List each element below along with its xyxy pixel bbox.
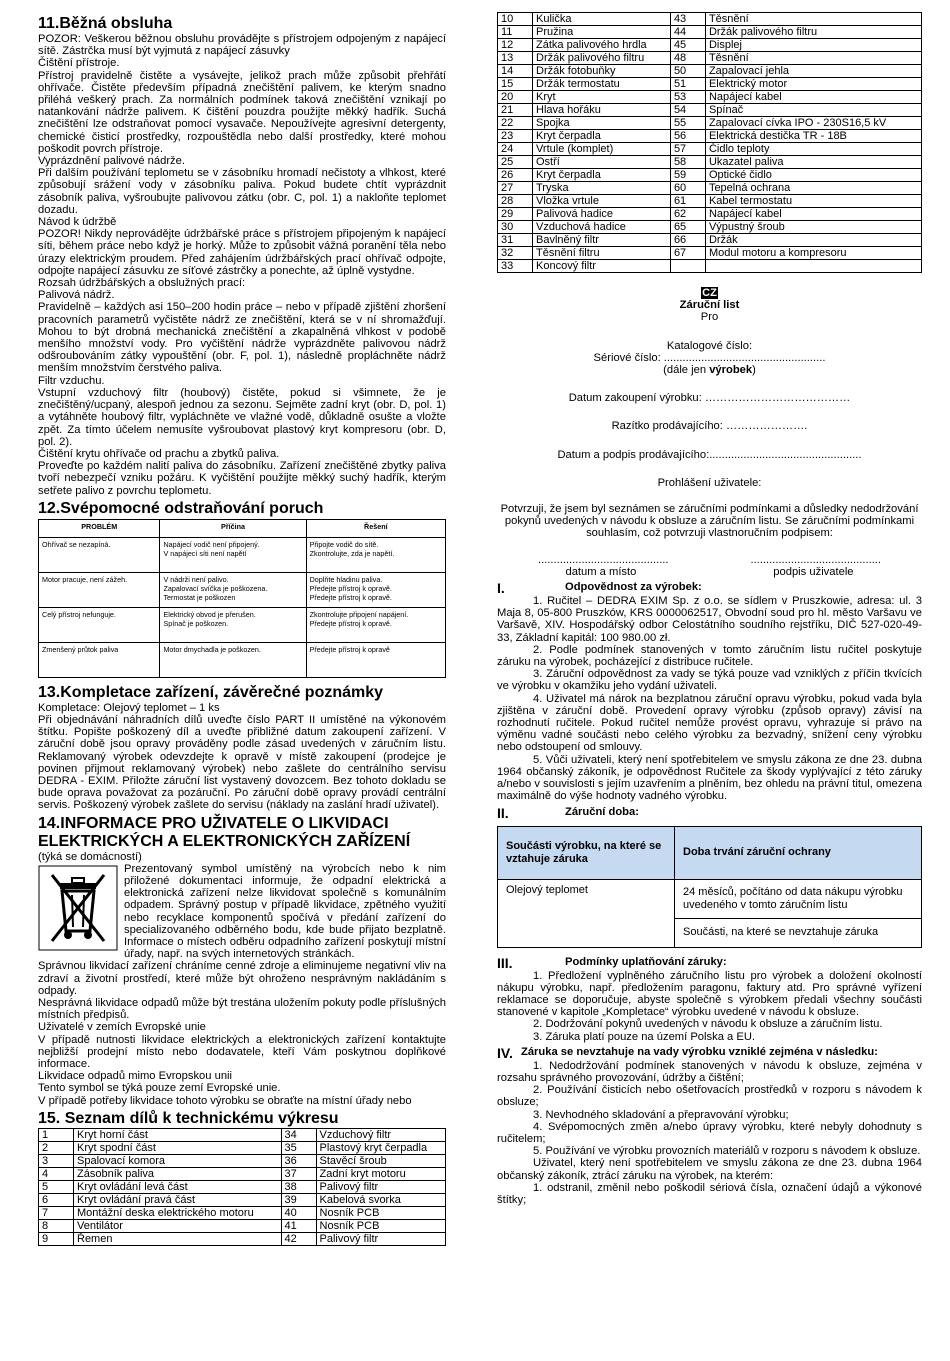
part-number: 30 [498, 221, 533, 234]
part-name: Držák palivového filtru [705, 26, 921, 39]
col-header: Příčina [160, 519, 306, 537]
table-header: Doba trvání záruční ochrany [675, 826, 922, 879]
part-number: 43 [670, 13, 705, 26]
part-name: Montážní deska elektrického motoru [74, 1206, 282, 1219]
paragraph: Nesprávná likvidace odpadů může být trestána uložením pokuty podle příslušných místních předpisů. [38, 996, 446, 1022]
part-number: 1 [39, 1128, 74, 1141]
section-15-title: 15. Seznam dílů k technickému výkresu [38, 1109, 339, 1127]
part-name: Těsnění [705, 13, 921, 26]
part-number: 26 [498, 169, 533, 182]
table-cell: Olejový teplomet [498, 879, 675, 947]
serial-number: Sériové číslo: .................................................... [593, 351, 826, 364]
list-item: 1. Předložení vyplněného záručního listu pro výrobek a doložení okolností nákupu výrobku, např. předložením paragonu, faktury atd. Pro správné vyřízení reklamace se doporučuje, abyste společně s výrobkem předali všechny součásti stanovené v kapitole „Kompletace“ výrobku uvedené v návodu k obsluze. [497, 969, 922, 1019]
list-item: 2. Podle podmínek stanovených v tomto záručním listu ručitel poskytuje záruku na výrobek, pocházející z distribuce ručitele. [497, 643, 922, 669]
list-item: 1. Ručitel – DEDRA EXIM Sp. z o.o. se sídlem v Pruszkowie, adresa: ul. 3 Maja 8, 05-800 Pruszków, KRS 0000062517, Obvodní soud pro hl. město Varšavu ve Varšavě, XIV. Hospodářský odbor Celostátního soudního rejstříku, DIČ 527-020-49-33, Základní kapitál: 100 980.00 zł. [497, 595, 922, 644]
table-row [498, 143, 922, 156]
part-number: 45 [670, 39, 705, 52]
part-name: Ventilátor [74, 1219, 282, 1232]
paragraph: Při dalším používání teplometu se v zásobníku hromadí nečistoty a vlhkost, které způsobují srážení vody v zásobníku paliva. Pokud budete chtít vyprázdnit zásobník paliva, vyšroubujte palivovou zátku (obr. C, pol. 1) a nakloňte teplomet dozadu. [38, 167, 446, 216]
catalog-number: Katalogové číslo: [666, 339, 753, 352]
serial-note: (dále jen výrobek) [663, 364, 756, 377]
table-row [498, 156, 922, 169]
part-name: Hlava hořáku [533, 104, 671, 117]
part-number: 54 [670, 104, 705, 117]
part-name: Držák termostatu [533, 78, 671, 91]
part-name: Zapalovací cívka IPO - 230S16,5 kV [705, 117, 921, 130]
list-item: 1. Nedodržování podmínek stanovených v návodu k obsluze, zejména v rozsahu správného provozování, údržby a čištění; [497, 1059, 922, 1084]
part-number: 29 [498, 208, 533, 221]
part-number: 27 [498, 182, 533, 195]
list-item: 4. Uživatel má nárok na bezplatnou záruční opravu výrobku, pokud vada byla zjištěna v záruční době. Provedení opravy výrobku (způsob opravy) závisí na rozhodnutí ručitele. Pokud ručitel nemůže provést opravu, vyhrazuje si právo na výměnu vadné součásti nebo celého výrobku za bezvadný, snížení ceny výrobku nebo odstoupení od smlouvy. [497, 692, 922, 754]
col-header: Řešení [306, 519, 445, 537]
part-number: 62 [670, 208, 705, 221]
part-number: 4 [39, 1167, 74, 1180]
part-name: Kryt [533, 91, 671, 104]
part-name: Držák fotobuňky [533, 65, 671, 78]
part-name: Kryt čerpadla [533, 169, 671, 182]
section-14-title: 14.INFORMACE PRO UŽIVATELE O LIKVIDACI ELEKTRICKÝCH A ELEKTRONICKÝCH ZAŘÍZENÍ [38, 814, 411, 850]
part-number: 50 [670, 65, 705, 78]
paragraph: Tento symbol se týká pouze zemí Evropské unie. [38, 1082, 281, 1095]
table-cell: Součásti, na které se nevztahuje záruka [675, 918, 922, 947]
part-number: 20 [498, 91, 533, 104]
table-cell: Motor dmychadla je poškozen. [160, 642, 306, 677]
part-number: 12 [498, 39, 533, 52]
part-number: 41 [281, 1219, 316, 1232]
part-name: Napájecí kabel [705, 91, 921, 104]
subheading: Uživatelé v zemích Evropské unie [38, 1021, 206, 1034]
subheading: Čištění přístroje. [38, 57, 120, 70]
part-name: Palivová hadice [533, 208, 671, 221]
list-item: 2. Dodržování pokynů uvedených v návodu k obsluze a záručním listu. [533, 1018, 883, 1031]
part-number: 32 [498, 247, 533, 260]
part-name: Zadní kryt motoru [316, 1167, 445, 1180]
table-cell: Elektrický obvod je přerušen. Spínač je poškozen. [160, 607, 306, 642]
part-number: 65 [670, 221, 705, 234]
right-column [497, 12, 922, 1206]
parts-table-left [38, 1128, 446, 1246]
part-number: 53 [670, 91, 705, 104]
part-number [670, 260, 705, 273]
part-name: Plastový kryt čerpadla [316, 1141, 445, 1154]
part-name: Zapalovací jehla [705, 65, 921, 78]
section-title: Záruční doba: [565, 805, 639, 818]
section-title: Záruka se nevztahuje na vady výrobku vzniklé zejména v následku: [521, 1045, 878, 1058]
seller-stamp: Razítko prodávajícího: …………………. [611, 420, 808, 433]
part-number: 15 [498, 78, 533, 91]
seller-signature: Datum a podpis prodávajícího:................................................. [557, 448, 862, 461]
part-number: 3 [39, 1154, 74, 1167]
table-cell: V nádrži není palivo. Zapalovací svíčka je poškozena. Termostat je poškozen [160, 572, 306, 607]
part-name: Výpustný šroub [705, 221, 921, 234]
list-item: 3. Nevhodného skladování a přepravování výrobku; [533, 1108, 789, 1121]
part-number: 8 [39, 1219, 74, 1232]
part-number: 28 [498, 195, 533, 208]
table-row [39, 1206, 446, 1219]
part-name: Kryt horní část [74, 1128, 282, 1141]
table-cell: Připojte vodič do sítě. Zkontrolujte, zda je napětí. [306, 537, 445, 572]
part-number: 24 [498, 143, 533, 156]
list-item: 3. Záruční odpovědnost za vady se týká pouze vad vzniklých z příčin tkvících ve výrobku v okamžiku jeho vydání uživateli. [497, 668, 922, 693]
part-number: 42 [281, 1232, 316, 1245]
table-row [39, 642, 446, 677]
table-row [498, 169, 922, 182]
troubleshooting-table [38, 519, 446, 678]
table-cell: Ohřívač se nezapíná. [39, 537, 160, 572]
table-row [498, 195, 922, 208]
part-name: Zátka palivového hrdla [533, 39, 671, 52]
table-row [39, 1219, 446, 1232]
paragraph: Vstupní vzduchový filtr (houbový) čistěte, pokud si všimnete, že je znečištěný/ucpaný, alespoň jednou za sezonu. Sejměte zadní kryt (obr. D, pol. 1) a vytáhněte houbový filtr, vypláchněte ve vlažné vodě, důkladně osušte a vložte zpět. Za tímto účelem nemusíte vyšroubovat plastový kryt kompresoru (obr. D, pol. 2). [38, 386, 446, 448]
part-name: Optické čidlo [705, 169, 921, 182]
table-row [498, 247, 922, 260]
list-item: 5. Vůči uživateli, který není spotřebitelem ve smyslu zákona ze dne 23. dubna 1964 občanský zákoník, je odpovědnost Ručitele za škody vyplývající z této záruky a/nebo v souvislosti s jejím uzavřením a plněním, bez ohledu na právní titul, omezena maximálně do výše hodnoty vadného výrobku. [497, 753, 922, 803]
part-number: 11 [498, 26, 533, 39]
table-cell: Zkontrolujte připojení napájení. Předejte přístroj k opravě. [306, 607, 445, 642]
table-row [39, 1232, 446, 1245]
section-12-title: 12.Svépomocné odstraňování poruch [38, 499, 324, 517]
part-number: 61 [670, 195, 705, 208]
part-number: 37 [281, 1167, 316, 1180]
part-number: 40 [281, 1206, 316, 1219]
table-row [498, 182, 922, 195]
part-number: 60 [670, 182, 705, 195]
subheading: Likvidace odpadů mimo Evropskou unii [38, 1070, 233, 1083]
part-number: 38 [281, 1180, 316, 1193]
part-name: Kabelová svorka [316, 1193, 445, 1206]
list-item: 5. Používání ve výrobku provozních materiálů v rozporu s návodem k obsluze. [533, 1145, 921, 1158]
part-name: Vzduchová hadice [533, 221, 671, 234]
dots-place-date: .......................................... [537, 553, 669, 566]
part-name: Palivový filtr [316, 1232, 445, 1245]
left-column [38, 12, 446, 1246]
part-name: Držák palivového filtru [533, 52, 671, 65]
subheading: Návod k údržbě [38, 216, 117, 229]
part-number: 56 [670, 130, 705, 143]
part-name: Nosník PCB [316, 1219, 445, 1232]
purchase-date: Datum zakoupení výrobku: ………………………………… [568, 392, 851, 405]
table-row [498, 260, 922, 273]
paragraph: Přístroj pravidelně čistěte a vysávejte, jelikož prach může způsobit přehřátí ohřívače. Čistěte především případná znečištění palivem, ke kterým snadno přiléhá veškerý prach. Za normálních podmínek taková znečištění vznikají po natankování nádrže palivem. K čištění pouzdra použijte měkký hadřík. Suchá znečištění lze odstraňovat pomocí vysavače. Nepoužívejte agresivní detergenty, chemické čisticí prostředky, rozpouštědla nebo další prostředky, které mohou poškodit povrch přístroje. [38, 69, 446, 155]
table-row [498, 65, 922, 78]
part-number: 44 [670, 26, 705, 39]
table-row [39, 607, 446, 642]
table-cell: Motor pracuje, není zážeh. [39, 572, 160, 607]
country-flag-badge: CZ [702, 287, 717, 299]
paragraph: Pravidelně – každých asi 150–200 hodin práce – nebo v případě zjištění zhoršení pracovních parametrů vyčistěte nádrž ze znečištění, která se v ní shromažďují. Mohou to být drobná mechanická znečištění a zkapalněná vlhkost v podobě menšího množství vody. Pro vyčištění nádrže vyprázdněte palivovou nádrž odšroubováním zátky vypouštění (obr. F, pol. 1), následně propláchněte nádrž menším množstvím čerstvého paliva. [38, 301, 446, 375]
subheading: Filtr vzduchu. [38, 374, 105, 387]
table-row [498, 26, 922, 39]
table-row [498, 117, 922, 130]
paragraph: POZOR! Nikdy neprovádějte údržbářské práce s přístrojem připojeným k napájecí síti, během práce nebo když je horký. Může to způsobit vážná poranění těla nebo úrazy elektrickým proudem. Před zahájením údržbářských prací ohřívač odpojte, odpojte napájecí zásuvku ze síťové zástrčky a ponechte, až úplně vystydne. [38, 228, 446, 277]
part-number: 57 [670, 143, 705, 156]
part-name: Těsnění filtru [533, 247, 671, 260]
part-name: Tryska [533, 182, 671, 195]
part-name: Napájecí kabel [705, 208, 921, 221]
part-name: Displej [705, 39, 921, 52]
declaration-text: Potvrzuji, že jsem byl seznámen se záručními podmínkami a důsledky nedodržování pokynů uvedených v návodu k obsluze a záručním listu. Se záručními podmínkami souhlasím, což potvrzuji vlastnoručním podpisem: [500, 503, 919, 540]
list-item: 2. Používání čisticích nebo ošetřovacích prostředků v rozporu s návodem k obsluze; [497, 1084, 922, 1109]
part-name: Tepelná ochrana [705, 182, 921, 195]
paragraph: V případě potřeby likvidace tohoto výrobku se obraťte na místní úřady nebo [38, 1094, 412, 1107]
part-number: 10 [498, 13, 533, 26]
part-name: Kryt čerpadla [533, 130, 671, 143]
table-row [498, 13, 922, 26]
part-number: 31 [498, 234, 533, 247]
part-name: Kryt spodní část [74, 1141, 282, 1154]
table-row [39, 1128, 446, 1141]
roman-numeral: I. [497, 580, 505, 597]
part-name: Modul motoru a kompresoru [705, 247, 921, 260]
table-cell: Předejte přístroj k opravě [306, 642, 445, 677]
warranty-period-table [497, 826, 922, 948]
table-cell: Celý přístroj nefunguje. [39, 607, 160, 642]
part-name: Kulička [533, 13, 671, 26]
part-name: Vrtule (komplet) [533, 143, 671, 156]
declaration-title: Prohlášení uživatele: [657, 476, 762, 489]
table-row [498, 39, 922, 52]
part-number: 14 [498, 65, 533, 78]
table-row [39, 1180, 446, 1193]
paragraph: V případě nutnosti likvidace elektrických a elektronických zařízení kontaktujte nejbližší prodejní místo nebo dodavatele, kteří Vám poskytnou doplňkové informace. [38, 1033, 446, 1070]
table-row [39, 1193, 446, 1206]
place-date-label: datum a místo [565, 565, 637, 578]
user-sign-label: podpis uživatele [773, 565, 854, 578]
table-row [498, 52, 922, 65]
subheading: Vyprázdnění palivové nádrže. [38, 155, 185, 168]
part-name: Koncový filtr [533, 260, 671, 273]
part-number: 9 [39, 1232, 74, 1245]
col-header: PROBLÉM [39, 519, 160, 537]
part-name: Nosník PCB [316, 1206, 445, 1219]
part-name: Držák [705, 234, 921, 247]
part-name: Ostří [533, 156, 671, 169]
table-row [39, 1141, 446, 1154]
part-name: Kryt ovládání levá část [74, 1180, 282, 1193]
part-name: Bavlněný filtr [533, 234, 671, 247]
part-number: 13 [498, 52, 533, 65]
list-item: 4. Svépomocných změn a/nebo úpravy výrobku, které nebyly dohodnuty s ručitelem; [497, 1120, 922, 1145]
table-cell: Doplňte hladinu paliva. Předejte přístroj k opravě. Předejte přístroj k opravě. [306, 572, 445, 607]
part-name: Spojka [533, 117, 671, 130]
paragraph: Správnou likvidací zařízení chráníme cenné zdroje a eliminujeme negativní vliv na zdraví a životní prostředí, které může být ohroženo nesprávným nakládáním s odpady. [38, 960, 446, 997]
table-row [498, 130, 922, 143]
warranty-pro: Pro [700, 311, 719, 324]
weee-crossed-bin-icon [38, 865, 118, 951]
part-number: 34 [281, 1128, 316, 1141]
part-number: 5 [39, 1180, 74, 1193]
part-name: Spínač [705, 104, 921, 117]
part-number: 55 [670, 117, 705, 130]
part-name: Těsnění [705, 52, 921, 65]
paragraph: Kompletace: Olejový teplomet – 1 ks [38, 701, 220, 714]
part-number: 23 [498, 130, 533, 143]
part-name: Kryt ovládání pravá část [74, 1193, 282, 1206]
part-name: Pružina [533, 26, 671, 39]
table-cell: 24 měsíců, počítáno od data nákupu výrobku uvedeného v tomto záručním listu [675, 879, 922, 918]
part-number: 66 [670, 234, 705, 247]
table-row [498, 91, 922, 104]
part-name: Vložka vrtule [533, 195, 671, 208]
table-row [498, 221, 922, 234]
table-row [498, 208, 922, 221]
part-name: Elektrická destička TR - 18B [705, 130, 921, 143]
part-number: 2 [39, 1141, 74, 1154]
paragraph: Proveďte po každém nalití paliva do zásobníku. Zařízení znečištěné zbytky paliva tvoří nebezpečí vzniku požáru. K vyčištění použijte měkký suchý hadřík, kterým setřete palivo z povrchu teplometu. [38, 460, 446, 497]
table-row [39, 1167, 446, 1180]
part-number: 59 [670, 169, 705, 182]
part-number: 6 [39, 1193, 74, 1206]
part-name: Čidlo teploty [705, 143, 921, 156]
paragraph: Při objednávání náhradních dílů uveďte číslo PART II umístěné na výkonovém štítku. Popište poškozený díl a uveďte přibližné datum zakoupení zařízení. V záruční době jsou opravy prováděny podle zásad uvedených v záručním listu. Reklamovaný výrobek odevzdejte k opravě v místě zakoupení (prodejce je povinen přijmout reklamovaný výrobek) nebo zašlete do centrálního servisu DEDRA - EXIM. Přiložte záruční list vystavený dovozcem. Bez tohoto dokladu se bude oprava považovat za pozáruční. Po záruční době opravy provádí centrální servis. Poškozený výrobek zašlete do servisu (náklady na zaslání hradí uživatel). [38, 713, 446, 812]
parts-table-right [497, 12, 922, 273]
part-number: 39 [281, 1193, 316, 1206]
part-number: 48 [670, 52, 705, 65]
part-name: Zásobník paliva [74, 1167, 282, 1180]
part-number: 21 [498, 104, 533, 117]
roman-numeral: III. [497, 954, 513, 971]
table-header: Součásti výrobku, na které se vztahuje záruka [498, 826, 675, 879]
part-number: 33 [498, 260, 533, 273]
section-title: Odpovědnost za výrobek: [565, 581, 702, 594]
table-row [498, 234, 922, 247]
part-number: 36 [281, 1154, 316, 1167]
part-number: 25 [498, 156, 533, 169]
part-name: Řemen [74, 1232, 282, 1245]
table-row [39, 572, 446, 607]
table-row [498, 104, 922, 117]
list-item: 1. odstranil, změnil nebo poškodil sériová čísla, označení údajů a výkonové štítky; [497, 1181, 922, 1206]
part-number: 22 [498, 117, 533, 130]
roman-numeral: II. [497, 804, 509, 821]
subheading: Palivová nádrž. [38, 289, 115, 302]
table-cell: Napájecí vodič není připojený. V napájecí síti není napětí [160, 537, 306, 572]
part-number: 58 [670, 156, 705, 169]
subheading: Rozsah údržbářských a obslužných prací: [38, 277, 246, 290]
part-name: Ukazatel paliva [705, 156, 921, 169]
part-number: 35 [281, 1141, 316, 1154]
table-row [39, 537, 446, 572]
part-name: Vzduchový filtr [316, 1128, 445, 1141]
table-row [39, 1154, 446, 1167]
paragraph: Prezentovaný symbol umístěný na výrobcích nebo k nim přiložené dokumentaci informuje, že odpadní elektrická a elektronická zařízení nelze likvidovat společně s komunálním odpadem. Správný postup v případě likvidace, zpětného využití nebo recyklace komponentů spočívá v předání zařízení do specializovaného odběrného bodu, kde bude přijato bezplatně. Informace o místech odběru odpadního zařízení poskytují místní úřady, např. na svých internetových stránkách. [124, 862, 446, 961]
part-number: 67 [670, 247, 705, 260]
warranty-title: Záruční list [679, 299, 740, 312]
list-item: 3. Záruka platí pouze na území Polska a EU. [533, 1030, 756, 1043]
paragraph: Uživatel, který není spotřebitelem ve smyslu zákona ze dne 23. dubna 1964 občanský zákoník, ztrácí záruku na výrobek, na kterém: [497, 1157, 922, 1182]
part-name: Stavěcí šroub [316, 1154, 445, 1167]
part-name: Spalovací komora [74, 1154, 282, 1167]
part-number: 51 [670, 78, 705, 91]
part-name: Elektrický motor [705, 78, 921, 91]
table-cell: Zmenšený průtok paliva [39, 642, 160, 677]
roman-numeral: IV. [497, 1044, 513, 1061]
subheading: Čištění krytu ohřívače od prachu a zbytků paliva. [38, 447, 280, 460]
part-name [705, 260, 921, 273]
section-11-title: 11.Běžná obsluha [38, 15, 173, 32]
paragraph: POZOR: Veškerou běžnou obsluhu provádějte s přístrojem odpojeným z napájecí sítě. Zástrčka musí být vyjmutá z napájecí zásuvky [38, 33, 446, 58]
section-title: Podmínky uplatňování záruky: [565, 955, 727, 968]
section-13-title: 13.Kompletace zařízení, závěrečné poznámky [38, 683, 384, 701]
dots-user-sign: .......................................... [750, 553, 882, 566]
subtitle: (týká se domácností) [38, 850, 142, 863]
table-row [498, 78, 922, 91]
part-number: 7 [39, 1206, 74, 1219]
part-name: Kabel termostatu [705, 195, 921, 208]
part-name: Palivový filtr [316, 1180, 445, 1193]
